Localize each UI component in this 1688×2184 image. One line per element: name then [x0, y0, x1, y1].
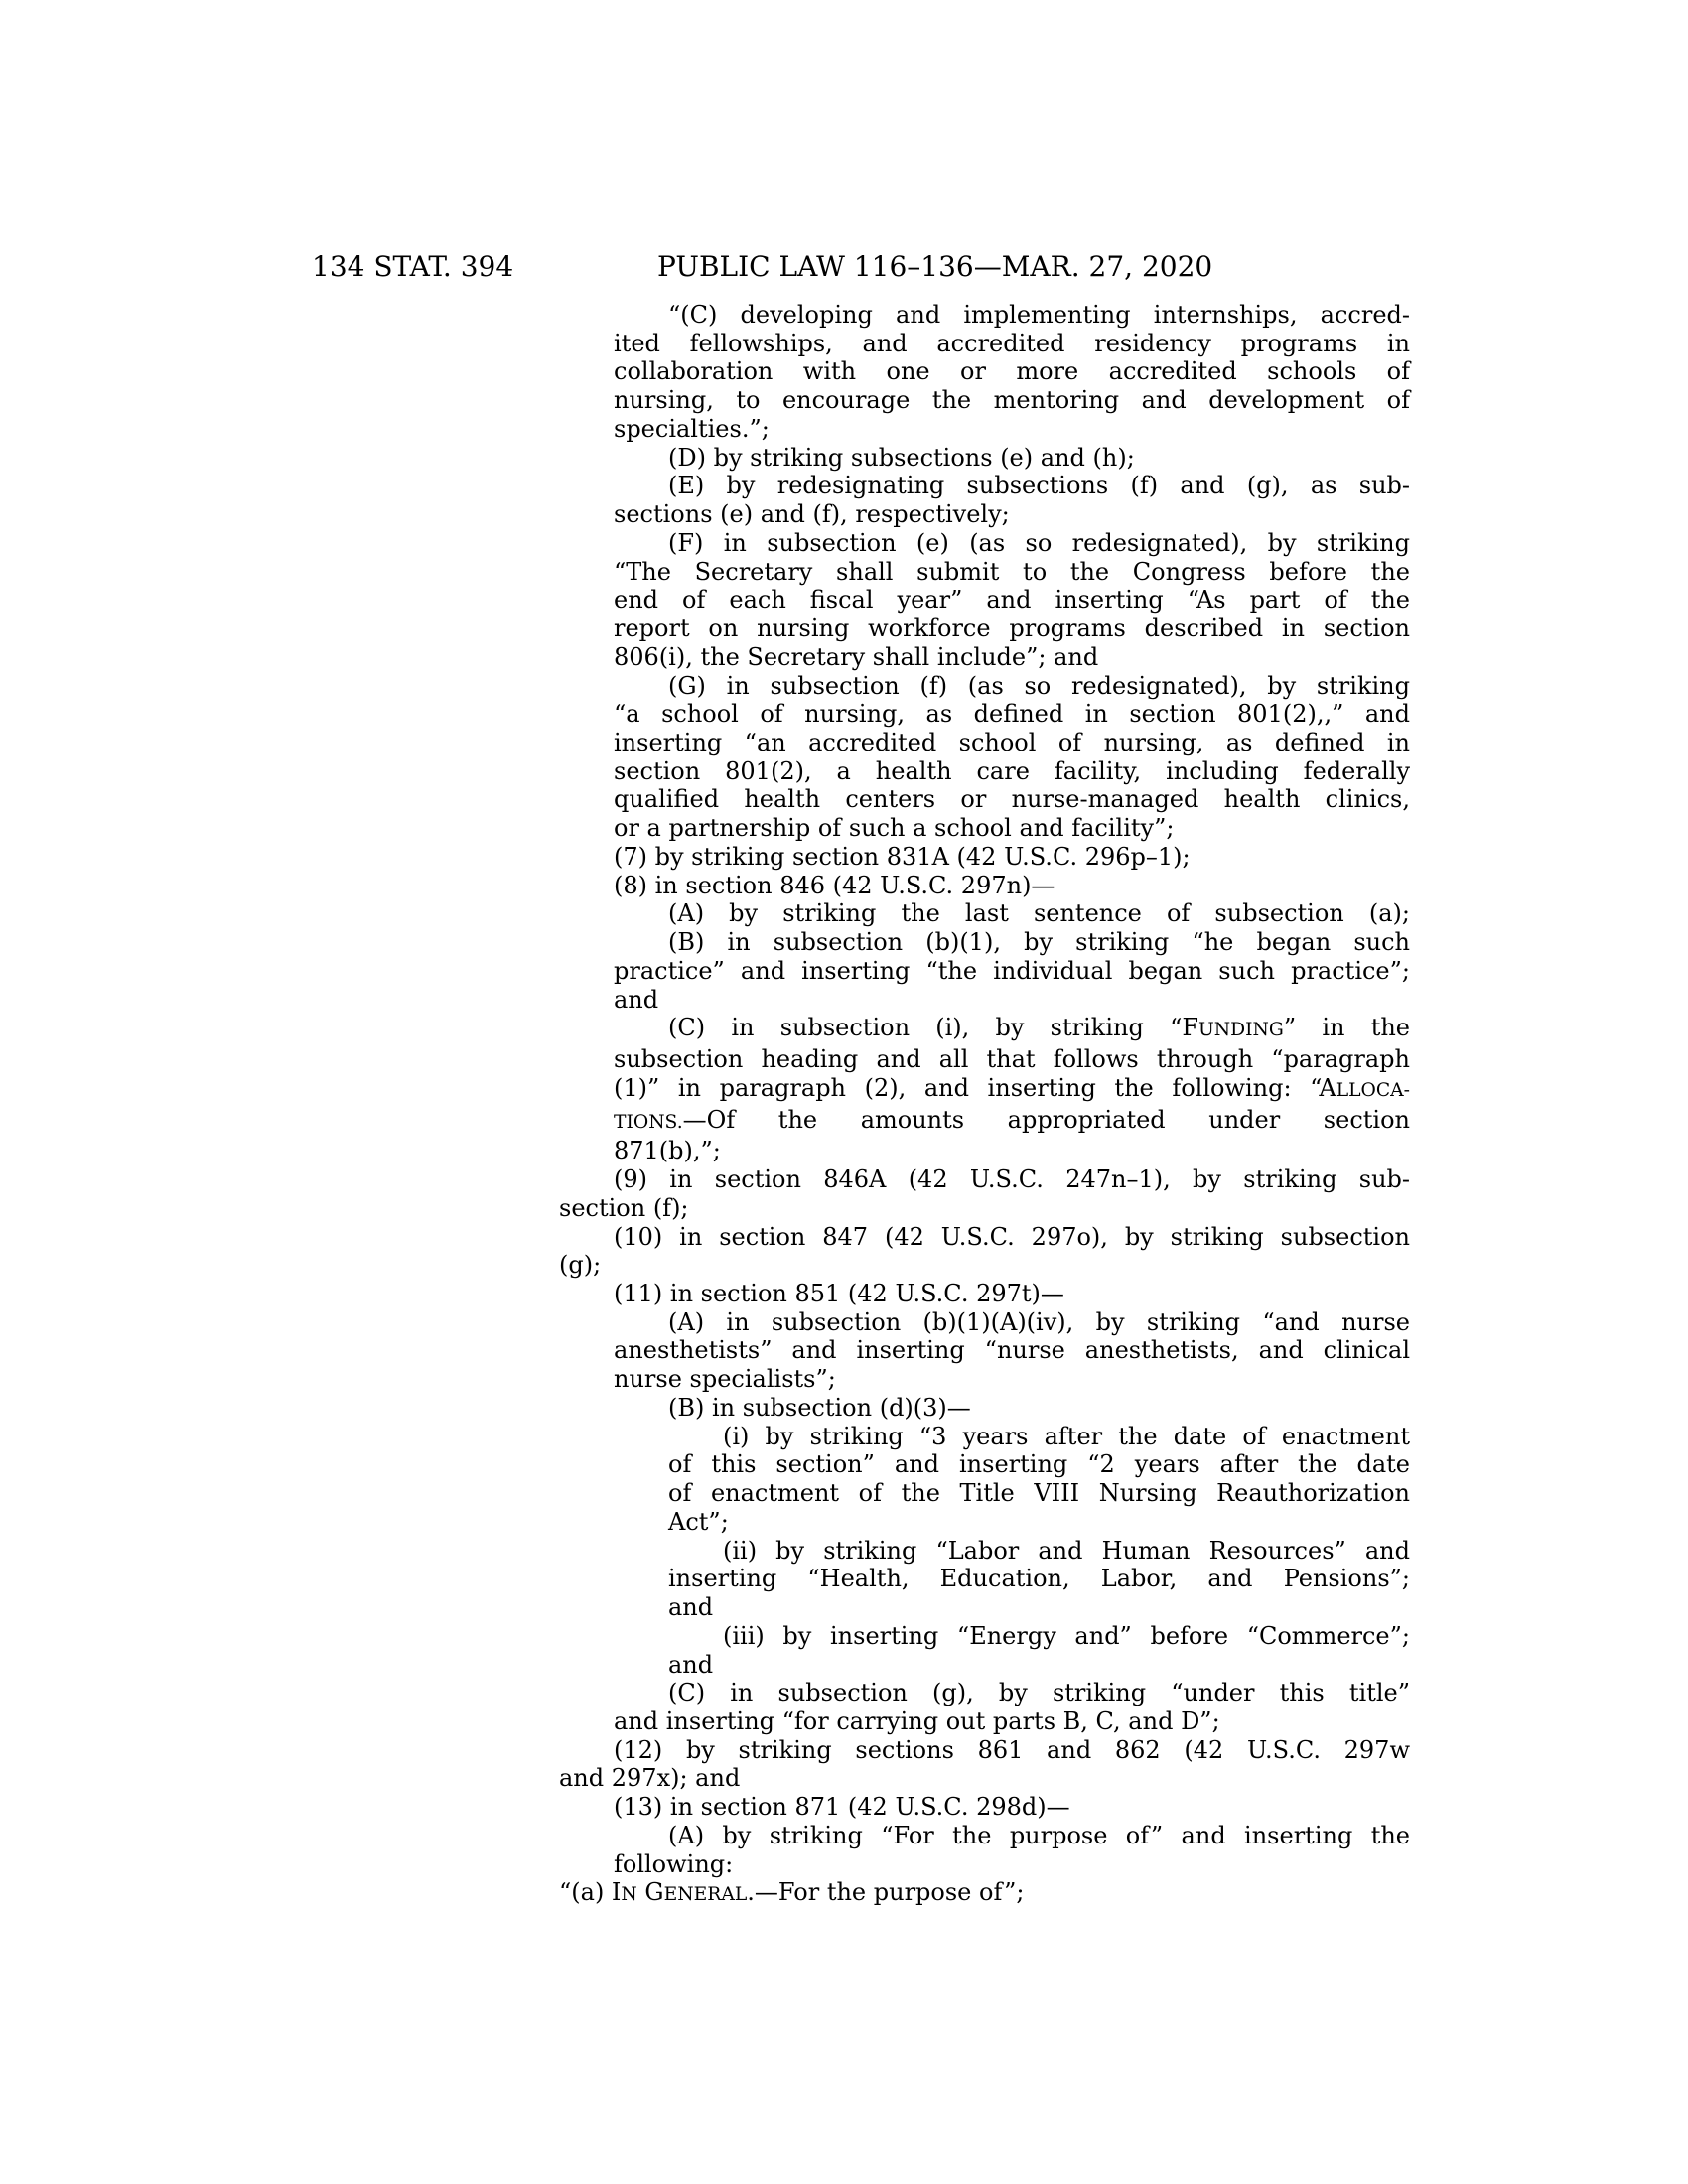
text-segment: (9) in section 846A (42 U.S.C. 247n–1), by striking sub- — [614, 1165, 1410, 1194]
text-segment: or a partnership of such a school and facility”; — [614, 814, 1175, 843]
text-line — [614, 1850, 1410, 1879]
text-line — [668, 1450, 1410, 1479]
text-line — [614, 500, 1410, 529]
small-caps-text: UNDING — [1198, 1020, 1284, 1041]
text-segment: (B) in subsection (d)(3)— — [668, 1393, 971, 1422]
text-segment: (13) in section 871 (42 U.S.C. 298d)— — [614, 1793, 1070, 1822]
text-line — [614, 1074, 1410, 1106]
text-line — [668, 1593, 1410, 1622]
text-segment: and — [668, 1650, 714, 1679]
text-line — [614, 1137, 1410, 1165]
text-segment: (A) in subsection (b)(1)(A)(iv), by striking “and nurse — [668, 1307, 1410, 1336]
text-line — [614, 330, 1410, 358]
text-segment: (1)” in paragraph (2), and inserting the following: “A — [614, 1073, 1336, 1102]
text-segment: and 297x); and — [559, 1764, 741, 1793]
text-segment: (ii) by striking “Labor and Human Resources” and — [723, 1536, 1410, 1565]
text-segment: 806(i), the Secretary shall include”; and — [614, 642, 1099, 671]
text-segment: inserting “an accredited school of nursing, as defined in — [614, 729, 1410, 757]
small-caps-text: N — [621, 1884, 637, 1906]
text-line — [614, 586, 1410, 614]
text-segment: specialties.”; — [614, 414, 770, 443]
text-segment: anesthetists” and inserting “nurse anesthetists, and clinical — [614, 1336, 1410, 1365]
text-line — [668, 1651, 1410, 1680]
text-segment: report on nursing workforce programs described in section — [614, 614, 1410, 643]
small-caps-text: TIONS. — [614, 1111, 683, 1133]
text-segment: collaboration with one or more accredited schools of — [614, 357, 1410, 386]
document-body — [559, 301, 1410, 1910]
text-segment: (g); — [559, 1251, 602, 1280]
text-segment: following: — [614, 1849, 734, 1878]
text-line — [723, 1537, 1410, 1566]
text-line — [559, 1194, 1410, 1223]
text-segment: sections (e) and (f), respectively; — [614, 500, 1010, 529]
text-segment: “The Secretary shall submit to the Congress before the — [614, 557, 1410, 586]
text-line — [668, 672, 1410, 701]
text-segment: (iii) by inserting “Energy and” before “Commerce”; — [723, 1621, 1410, 1650]
page-header-title: PUBLIC LAW 116–136—MAR. 27, 2020 — [657, 250, 1213, 283]
text-line — [668, 1565, 1410, 1593]
text-line — [614, 785, 1410, 814]
text-line — [668, 1822, 1410, 1850]
text-segment: “(a) I — [559, 1878, 622, 1907]
text-segment: qualified health centers or nurse-managed health clinics, — [614, 785, 1410, 814]
text-segment: subsection heading and all that follows through “paragraph — [614, 1045, 1410, 1074]
text-segment: (D) by striking subsections (e) and (h); — [668, 443, 1135, 472]
text-line — [668, 899, 1410, 928]
text-segment: section 801(2), a health care facility, including federally — [614, 756, 1410, 785]
text-line — [614, 1280, 1410, 1308]
text-line — [614, 872, 1410, 900]
text-line — [614, 1736, 1410, 1765]
text-segment: G — [636, 1878, 664, 1907]
text-line — [668, 1479, 1410, 1508]
text-line — [668, 472, 1410, 500]
text-line — [614, 1223, 1410, 1252]
text-line — [668, 1508, 1410, 1537]
small-caps-text: ENERAL — [663, 1884, 748, 1906]
text-line — [614, 1165, 1410, 1194]
text-segment: (E) by redesignating subsections (f) and (g), as sub- — [668, 472, 1410, 500]
text-segment: (A) by striking the last sentence of subsection (a); — [668, 899, 1410, 928]
text-line — [668, 1679, 1410, 1707]
text-segment: (i) by striking “3 years after the date of enactment — [723, 1422, 1410, 1450]
text-segment: end of each fiscal year” and inserting “As part of the — [614, 586, 1410, 614]
text-line — [614, 1045, 1410, 1074]
text-segment: (F) in subsection (e) (as so redesignated), by striking — [668, 528, 1410, 557]
text-line — [614, 986, 1410, 1015]
text-line — [614, 1336, 1410, 1365]
text-line — [668, 928, 1410, 957]
text-line — [614, 558, 1410, 587]
text-line — [668, 529, 1410, 558]
text-line — [559, 1764, 1410, 1793]
text-line — [668, 444, 1410, 473]
text-segment: (11) in section 851 (42 U.S.C. 297t)— — [614, 1279, 1064, 1307]
text-line — [668, 1308, 1410, 1337]
text-line — [723, 1622, 1410, 1651]
text-segment: inserting “Health, Education, Labor, and Pensions”; — [668, 1565, 1410, 1593]
text-segment: and inserting “for carrying out parts B, C, and D”; — [614, 1706, 1220, 1735]
text-segment: of enactment of the Title VIII Nursing Reauthorization — [668, 1479, 1410, 1508]
text-line — [614, 1707, 1410, 1736]
text-segment: of this section” and inserting “2 years after the date — [668, 1450, 1410, 1479]
text-line — [614, 729, 1410, 757]
text-segment: (10) in section 847 (42 U.S.C. 297o), by striking subsection — [614, 1222, 1410, 1251]
text-segment: nursing, to encourage the mentoring and development of — [614, 386, 1410, 415]
small-caps-text: LLOCA- — [1336, 1079, 1410, 1101]
text-segment: (8) in section 846 (42 U.S.C. 297n)— — [614, 871, 1055, 899]
text-line — [723, 1423, 1410, 1451]
page-stat-number: 134 STAT. 394 — [312, 250, 514, 283]
text-line — [614, 700, 1410, 729]
text-segment: (7) by striking section 831A (42 U.S.C. 296p–1); — [614, 842, 1191, 871]
text-segment: “(C) developing and implementing internships, accred- — [668, 301, 1410, 329]
text-line — [668, 301, 1410, 330]
text-segment: and — [668, 1593, 714, 1622]
text-line — [614, 386, 1410, 415]
text-segment: (B) in subsection (b)(1), by striking “he began such — [668, 928, 1410, 957]
text-line — [614, 843, 1410, 872]
text-line — [614, 1365, 1410, 1394]
text-line — [614, 814, 1410, 843]
text-line — [668, 1394, 1410, 1423]
text-line — [614, 614, 1410, 643]
text-line — [559, 1251, 1410, 1280]
text-segment: section (f); — [559, 1193, 689, 1222]
text-segment: practice” and inserting “the individual began such practice”; — [614, 956, 1410, 985]
text-segment: ” in the — [1283, 1014, 1411, 1042]
text-line — [559, 1878, 1410, 1910]
text-line — [614, 957, 1410, 986]
text-segment: (C) in subsection (g), by striking “under this title” — [668, 1679, 1410, 1707]
text-line — [614, 643, 1410, 672]
text-segment: ited fellowships, and accredited residency programs in — [614, 329, 1410, 357]
text-segment: —Of the amounts appropriated under section — [682, 1105, 1410, 1134]
text-segment: .—For the purpose of”; — [747, 1878, 1025, 1907]
text-line — [614, 1793, 1410, 1822]
text-line — [614, 757, 1410, 786]
text-segment: (A) by striking “For the purpose of” and inserting the — [668, 1821, 1410, 1849]
text-line — [614, 357, 1410, 386]
text-segment: (12) by striking sections 861 and 862 (42 U.S.C. 297w — [614, 1735, 1410, 1764]
text-segment: (G) in subsection (f) (as so redesignated), by striking — [668, 671, 1410, 700]
text-line — [668, 1014, 1410, 1045]
text-segment: 871(b),”; — [614, 1137, 721, 1165]
text-line — [614, 1106, 1410, 1138]
text-line — [614, 415, 1410, 444]
text-segment: and — [614, 985, 659, 1014]
text-segment: (C) in subsection (i), by striking “F — [668, 1014, 1198, 1042]
text-segment: nurse specialists”; — [614, 1365, 836, 1394]
text-segment: Act”; — [668, 1507, 729, 1536]
text-segment: “a school of nursing, as defined in section 801(2),,” and — [614, 700, 1410, 729]
